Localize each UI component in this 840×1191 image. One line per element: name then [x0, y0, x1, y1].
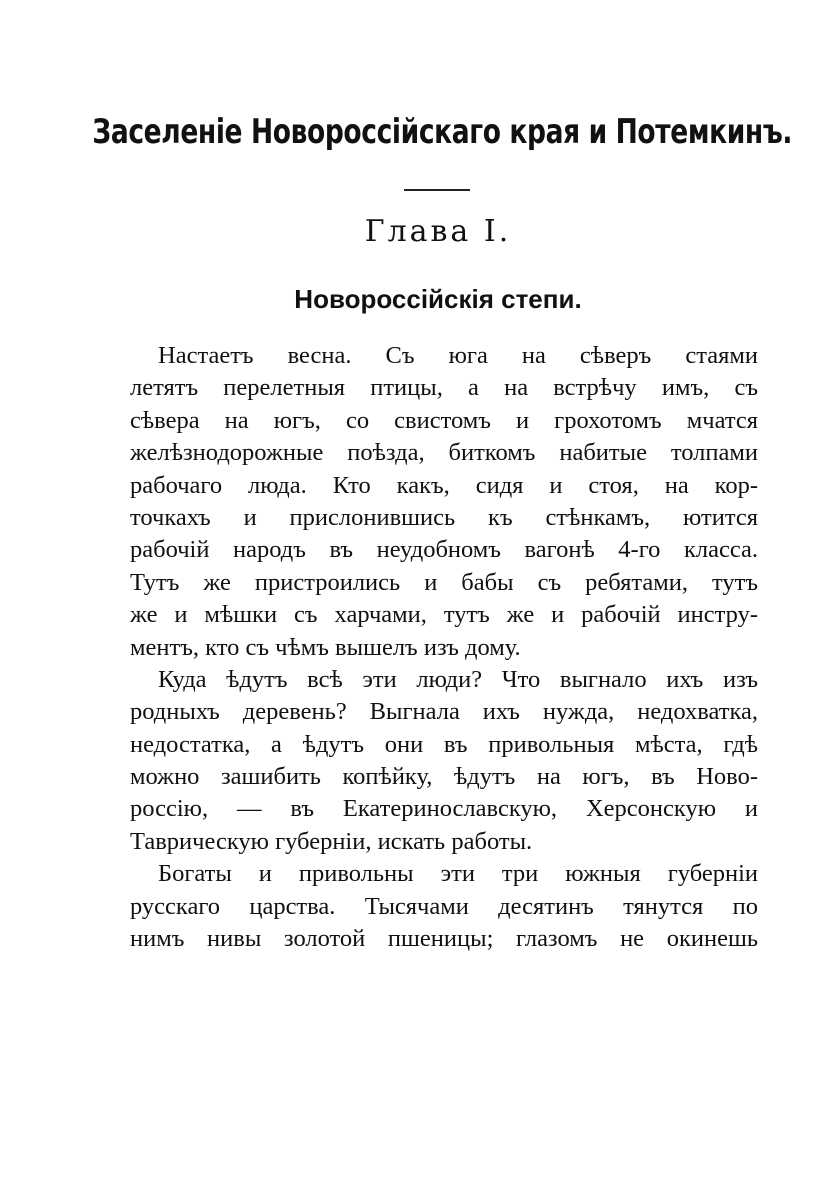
text-line: недостатка, а ѣдутъ они въ привольныя мѣста, гдѣ	[130, 730, 758, 758]
text-line: желѣзнодорожные поѣзда, биткомъ набитые толпами	[130, 439, 758, 467]
text-line: русскаго царства. Тысячами десятинъ тянутся по	[130, 892, 758, 920]
text-line: же и мѣшки съ харчами, тутъ же и рабочій инстру-	[130, 601, 758, 629]
text-line: точкахъ и прислонившись къ стѣнкамъ, ютится	[130, 503, 758, 531]
text-line: ментъ, кто съ чѣмъ вышелъ изъ дому.	[130, 633, 521, 661]
text-line: рабочаго люда. Кто какъ, сидя и стоя, на кор-	[130, 471, 758, 499]
section-title: Новороссійскія степи.	[294, 284, 582, 314]
text-line: сѣвера на югъ, со свистомъ и грохотомъ мчатся	[130, 406, 758, 434]
text-line: нимъ нивы золотой пшеницы; глазомъ не окинешь	[130, 925, 758, 953]
chapter-heading: Глава I.	[364, 214, 512, 249]
text-line: Богаты и привольны эти три южныя губерніи	[158, 860, 758, 888]
body-text	[130, 340, 758, 955]
book-title: Заселеніе Новороссійскаго края и Потемкинъ.	[92, 112, 793, 152]
title-divider	[404, 189, 470, 191]
text-line: Таврическую губерніи, искать работы.	[130, 827, 533, 855]
text-line: летятъ перелетныя птицы, а на встрѣчу имъ, съ	[130, 374, 758, 402]
text-line: Тутъ же пристроились и бабы съ ребятами, тутъ	[130, 568, 758, 596]
text-line: Куда ѣдутъ всѣ эти люди? Что выгнало ихъ изъ	[158, 665, 758, 693]
text-line: россію, — въ Екатеринославскую, Херсонскую и	[130, 795, 758, 823]
text-line: можно зашибить копѣйку, ѣдутъ на югъ, въ Ново-	[130, 763, 758, 791]
text-line: рабочій народъ въ неудобномъ вагонѣ 4-го класса.	[130, 536, 758, 564]
text-line: Настаетъ весна. Съ юга на сѣверъ стаями	[158, 342, 758, 369]
text-line: родныхъ деревень? Выгнала ихъ нужда, недохватка,	[130, 698, 758, 726]
